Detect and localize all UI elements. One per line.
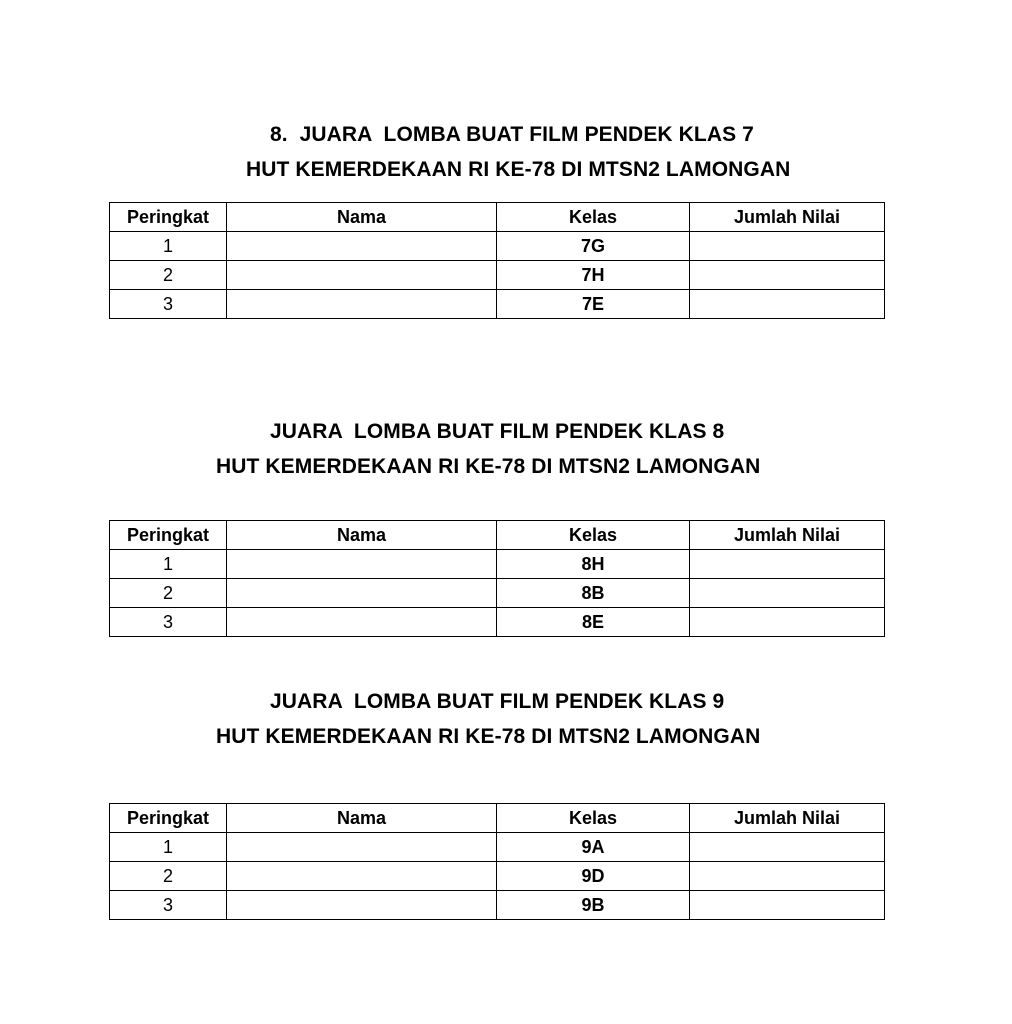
section-title: 8. JUARA LOMBA BUAT FILM PENDEK KLAS 7 — [270, 123, 754, 146]
table-row — [110, 290, 885, 319]
header-kelas: Kelas — [497, 203, 690, 232]
nilai-cell — [690, 232, 885, 261]
nama-cell — [227, 862, 497, 891]
nilai-cell — [690, 261, 885, 290]
section-subtitle: HUT KEMERDEKAAN RI KE-78 DI MTSN2 LAMONGAN — [216, 725, 761, 748]
winners-table — [109, 202, 885, 319]
table-row — [110, 891, 885, 920]
header-nama: Nama — [227, 203, 497, 232]
section-subtitle: HUT KEMERDEKAAN RI KE-78 DI MTSN2 LAMONGAN — [216, 455, 761, 478]
nilai-cell — [690, 833, 885, 862]
rank-cell: 1 — [110, 232, 227, 261]
kelas-cell: 9D — [497, 862, 690, 891]
rank-cell: 3 — [110, 891, 227, 920]
kelas-cell: 7E — [497, 290, 690, 319]
rank-cell: 2 — [110, 261, 227, 290]
header-jumlah-nilai: Jumlah Nilai — [690, 521, 885, 550]
nama-cell — [227, 550, 497, 579]
nilai-cell — [690, 290, 885, 319]
table-header-row — [110, 521, 885, 550]
table-row — [110, 833, 885, 862]
kelas-cell: 9A — [497, 833, 690, 862]
rank-cell: 2 — [110, 862, 227, 891]
nama-cell — [227, 232, 497, 261]
header-jumlah-nilai: Jumlah Nilai — [690, 804, 885, 833]
header-peringkat: Peringkat — [110, 804, 227, 833]
nilai-cell — [690, 608, 885, 637]
winners-table — [109, 520, 885, 637]
header-peringkat: Peringkat — [110, 521, 227, 550]
header-nama: Nama — [227, 521, 497, 550]
kelas-cell: 8H — [497, 550, 690, 579]
rank-cell: 1 — [110, 550, 227, 579]
nama-cell — [227, 261, 497, 290]
header-kelas: Kelas — [497, 521, 690, 550]
table-row — [110, 232, 885, 261]
rank-cell: 1 — [110, 833, 227, 862]
table-header-row — [110, 203, 885, 232]
table-row — [110, 579, 885, 608]
rank-cell: 3 — [110, 290, 227, 319]
nama-cell — [227, 579, 497, 608]
table-row — [110, 862, 885, 891]
nilai-cell — [690, 550, 885, 579]
header-nama: Nama — [227, 804, 497, 833]
table-row — [110, 608, 885, 637]
nama-cell — [227, 833, 497, 862]
kelas-cell: 8E — [497, 608, 690, 637]
nilai-cell — [690, 862, 885, 891]
section-title: JUARA LOMBA BUAT FILM PENDEK KLAS 8 — [270, 420, 725, 443]
header-peringkat: Peringkat — [110, 203, 227, 232]
rank-cell: 3 — [110, 608, 227, 637]
kelas-cell: 8B — [497, 579, 690, 608]
kelas-cell: 7H — [497, 261, 690, 290]
nilai-cell — [690, 891, 885, 920]
table-row — [110, 261, 885, 290]
header-jumlah-nilai: Jumlah Nilai — [690, 203, 885, 232]
kelas-cell: 7G — [497, 232, 690, 261]
section-subtitle: HUT KEMERDEKAAN RI KE-78 DI MTSN2 LAMONGAN — [246, 158, 791, 181]
table-header-row — [110, 804, 885, 833]
table-row — [110, 550, 885, 579]
winners-table — [109, 803, 885, 920]
kelas-cell: 9B — [497, 891, 690, 920]
rank-cell: 2 — [110, 579, 227, 608]
header-kelas: Kelas — [497, 804, 690, 833]
nilai-cell — [690, 579, 885, 608]
nama-cell — [227, 608, 497, 637]
nama-cell — [227, 290, 497, 319]
nama-cell — [227, 891, 497, 920]
section-title: JUARA LOMBA BUAT FILM PENDEK KLAS 9 — [270, 690, 725, 713]
